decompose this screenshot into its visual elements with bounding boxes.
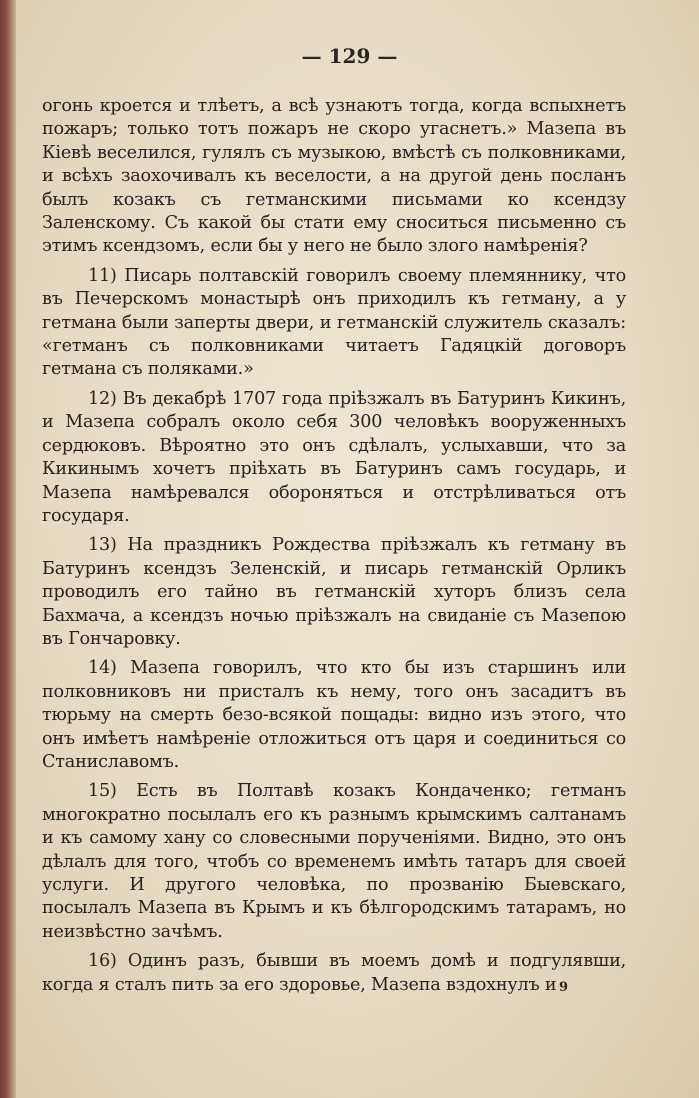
page-number: — 129 — (301, 44, 398, 68)
printer-signature-mark: 9 (559, 980, 569, 995)
paragraph-11: 11) Писарь полтавскій говорилъ своему племяннику, что въ Печерскомъ монастырѣ онъ приходилъ къ гетману, а у гетмана были заперты двери, и гетманскій служитель сказалъ: «гетманъ съ полковниками читаетъ Гадяцкій договоръ гетмана съ поляками.» (42, 265, 626, 380)
binding-edge (0, 0, 16, 1098)
body-text (42, 95, 626, 1003)
paragraph-14: 14) Мазепа говорилъ, что кто бы изъ старшинъ или полковниковъ ни присталъ къ нему, того онъ засадитъ въ тюрьму на смерть безо-всякой пощады: видно изъ этого, что онъ имѣетъ намѣреніе отложиться отъ царя и соединиться со Станиславомъ. (42, 658, 626, 772)
paragraph-12: 12) Въ декабрѣ 1707 года пріѣзжалъ въ Батуринъ Кикинъ, и Мазепа собралъ около себя 300 человѣкъ вооруженныхъ сердюковъ. Вѣроятно это онъ сдѣлалъ, услыхавши, что за Кикинымъ хочетъ пріѣхать въ Батуринъ самъ государь, и Мазепа намѣревался обороняться и отстрѣливаться отъ государя. (42, 388, 626, 526)
paragraph-continuation: огонь кроется и тлѣетъ, а всѣ узнаютъ тогда, когда вспыхнетъ пожаръ; только тотъ пожаръ не скоро угаснетъ.» Мазепа въ Кіевѣ веселился, гулялъ съ музыкою, вмѣстѣ съ полковниками, и всѣхъ заохочивалъ къ веселости, а на другой день посланъ былъ козакъ съ гетманскими письмами ко ксендзу Заленскому. Съ какой бы стати ему сноситься письменно съ этимъ ксендзомъ, если бы у него не было злого намѣренія? (42, 96, 626, 257)
paragraph-15: 15) Есть въ Полтавѣ козакъ Кондаченко; гетманъ многократно посылалъ его къ разнымъ крымскимъ салтанамъ и къ самому хану со словесными порученіями. Видно, это онъ дѣлалъ для того, чтобъ со временемъ имѣть татаръ для своей услуги. И другого человѣка, по прозванію Быевскаго, посылалъ Мазепа въ Крымъ и къ бѣлгородскимъ татарамъ, но неизвѣстно зачѣмъ. (42, 781, 626, 942)
paragraph-16: 16) Одинъ разъ, бывши въ моемъ домѣ и подгулявши, когда я сталъ пить за его здоровье, Мазепа вздохнулъ и (42, 951, 626, 995)
paragraph-13: 13) На праздникъ Рождества пріѣзжалъ къ гетману въ Батуринъ ксендзъ Зеленскій, и писарь гетманскій Орликъ проводилъ его тайно въ гетманскій хуторъ близъ села Бахмача, а ксендзъ ночью пріѣзжалъ на свиданіе съ Мазепою въ Гончаровку. (42, 535, 626, 649)
